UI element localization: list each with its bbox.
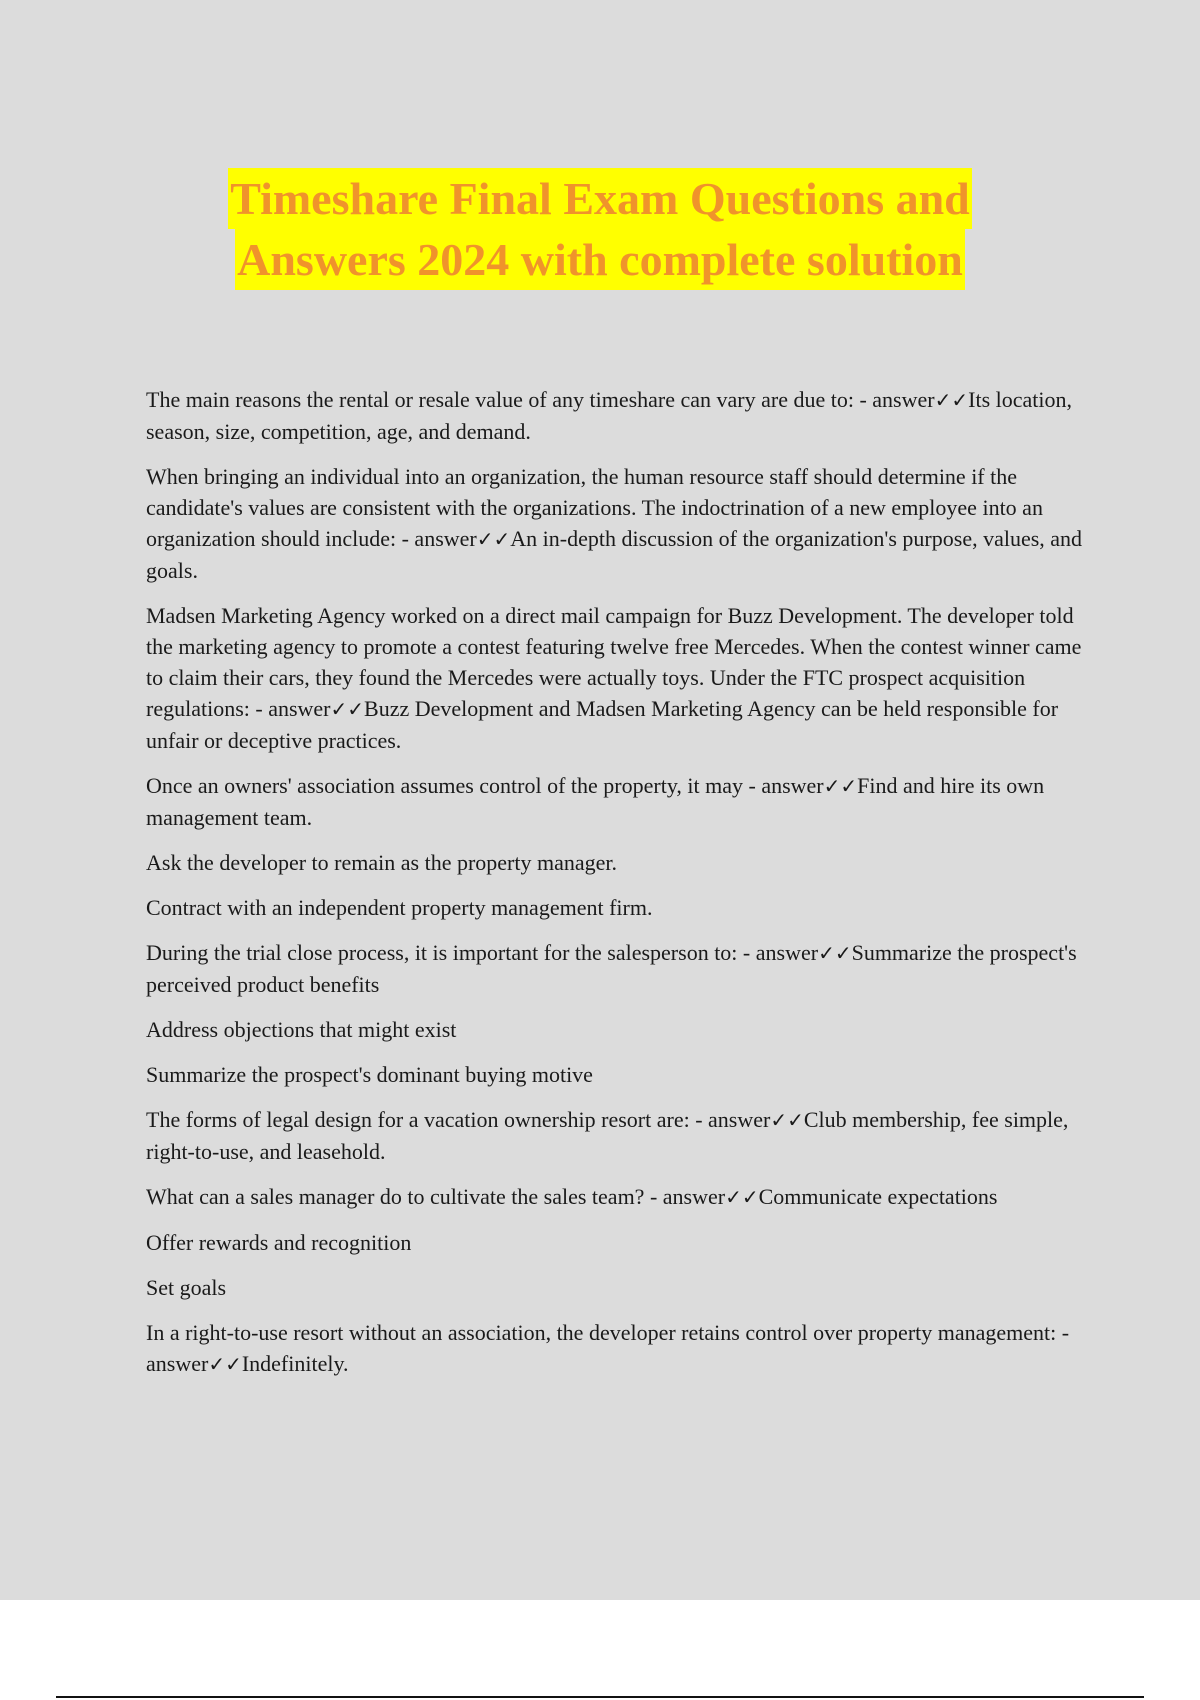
footer-divider [56, 1696, 1144, 1698]
question-text: The forms of legal design for a vacation ownership resort are: [146, 1107, 690, 1132]
title-line-1: Timeshare Final Exam Questions and [228, 168, 972, 229]
answer-prefix: - answer [249, 696, 331, 721]
answer-prefix: - answer [146, 1320, 1070, 1376]
question-text: Once an owners' association assumes control of the property, it may [146, 773, 743, 798]
check-icon: ✓✓ [725, 1185, 759, 1209]
answer-prefix: - answer [737, 940, 819, 965]
answer-continuation: Set goals [146, 1275, 227, 1300]
answer-prefix: - answer [743, 773, 824, 798]
qa-item [146, 461, 1096, 586]
qa-item [146, 937, 1096, 1000]
check-icon: ✓✓ [476, 527, 511, 551]
check-icon: ✓✓ [818, 941, 852, 965]
answer-text: Club membership, fee simple, right-to-use, and leasehold. [146, 1107, 1069, 1164]
document-title [0, 168, 1200, 290]
qa-item [146, 1104, 1096, 1167]
check-icon: ✓✓ [330, 697, 365, 721]
answer-continuation: Summarize the prospect's dominant buying motive [146, 1062, 593, 1087]
answer-text: Its location, season, size, competition, age, and demand. [146, 387, 1072, 444]
qa-item [146, 384, 1096, 447]
answer-prefix: - answer [644, 1184, 726, 1209]
answer-continuation: Address objections that might exist [146, 1017, 457, 1042]
question-text: What can a sales manager do to cultivate the sales team? [146, 1184, 645, 1209]
qa-item [146, 770, 1096, 833]
check-icon: ✓✓ [934, 388, 969, 412]
check-icon: ✓✓ [770, 1108, 804, 1132]
check-icon: ✓✓ [208, 1352, 242, 1376]
answer-continuation: Offer rewards and recognition [146, 1230, 412, 1255]
title-line-2: Answers 2024 with complete solution [235, 229, 965, 290]
answer-text: Communicate expectations [758, 1184, 998, 1209]
check-icon: ✓✓ [823, 774, 858, 798]
answer-text: Buzz Development and Madsen Marketing Agency can be held responsible for unfair or deceptive practices. [146, 696, 1059, 753]
answer-prefix: - answer [396, 526, 477, 551]
question-text: In a right-to-use resort without an association, the developer retains control over property management: [146, 1320, 1057, 1345]
answer-continuation: Ask the developer to remain as the property manager. [146, 850, 618, 875]
question-text: When bringing an individual into an organization, the human resource staff should determine if the candidate's values are consistent with the organizations. The indoctrination of a new employee into an organization should include: [146, 464, 1043, 551]
answer-text: An in-depth discussion of the organization's purpose, values, and goals. [146, 526, 1083, 583]
answer-text: Summarize the prospect's perceived product benefits [146, 940, 1077, 997]
answer-text: Indefinitely. [241, 1351, 349, 1376]
qa-item [146, 600, 1096, 756]
qa-item [146, 1317, 1096, 1380]
answer-continuation: Contract with an independent property management firm. [146, 895, 653, 920]
question-text: The main reasons the rental or resale value of any timeshare can vary are due to: [146, 387, 854, 412]
question-text: During the trial close process, it is important for the salesperson to: [146, 940, 738, 965]
answer-text: Find and hire its own management team. [146, 773, 1045, 830]
qa-item [146, 1181, 1096, 1213]
question-text: Madsen Marketing Agency worked on a direct mail campaign for Buzz Development. The developer told the marketing agency to promote a contest featuring twelve free Mercedes. When the contest winner came to claim their cars, they found the Mercedes were actually toys. Under the FTC prospect acquisition regulations: [146, 603, 1082, 721]
answer-prefix: - answer [853, 387, 935, 412]
qa-content [146, 384, 1096, 1394]
answer-prefix: - answer [689, 1107, 771, 1132]
